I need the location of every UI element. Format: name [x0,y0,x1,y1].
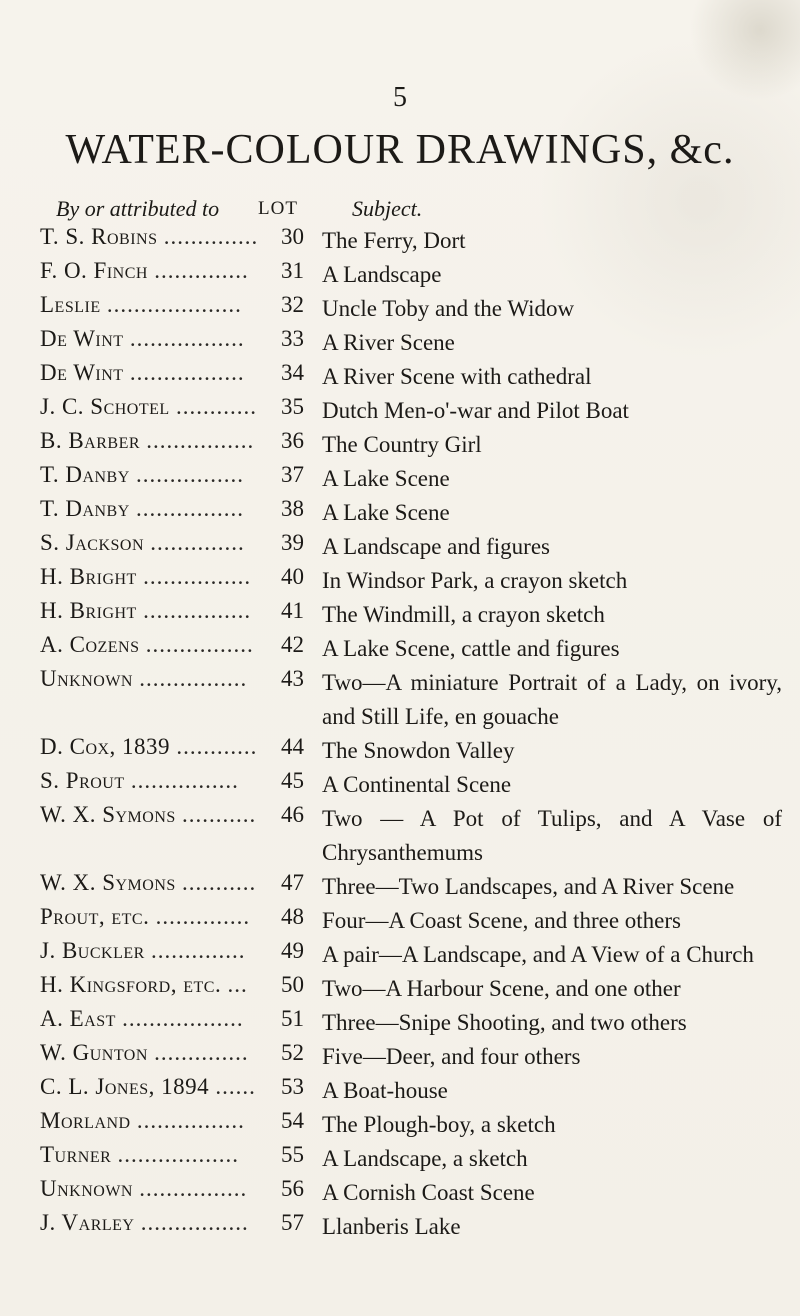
lot-number: 35 [281,394,304,419]
artist-name [40,666,268,692]
lot-number: 39 [281,530,304,555]
dot-leader: .............. [151,938,246,963]
dot-leader: .................... [106,292,242,317]
lot-row [0,562,800,596]
lot-number: 30 [281,224,304,249]
lot-row [0,460,800,494]
artist-name-text: T. Danby [40,496,130,521]
artist-name-text: F. O. Finch [40,258,148,283]
lot-subject: Three—Snipe Shooting, and two others [322,1010,687,1035]
lot-subject: Two—A miniature Portrait of a Lady, on ivory, and Still Life, en gouache [322,670,782,729]
lot-row [0,970,800,1004]
lot-subject: A Landscape and figures [322,534,551,559]
artist-name-text: A. East [40,1006,116,1031]
lot-subject: Four—A Coast Scene, and three others [322,908,681,933]
lot-row [0,766,800,800]
artist-name [40,530,268,556]
lot-number: 51 [281,1006,304,1031]
lot-row [0,358,800,392]
dot-leader: ................ [143,598,252,623]
lot-row [0,528,800,562]
artist-name-text: J. C. Schotel [40,394,170,419]
artist-name [40,428,268,454]
lot-subject: The Plough-boy, a sketch [322,1112,556,1137]
lot-subject: A Lake Scene [322,466,450,491]
lot-row [0,1174,800,1208]
lot-subject: The Snowdon Valley [322,738,515,763]
lot-subject: Three—Two Landscapes, and A River Scene [322,874,735,899]
dot-leader: ................ [139,1176,248,1201]
dot-leader: .............. [155,904,251,929]
dot-leader: ...... [215,1074,256,1099]
artist-name [40,1142,268,1168]
artist-name-text: W. X. Symons [40,802,176,827]
lot-number: 47 [281,870,304,895]
lot-row [0,596,800,630]
lot-number: 31 [281,258,304,283]
dot-leader: ................ [136,496,245,521]
artist-name [40,904,268,930]
dot-leader: ................ [143,564,252,589]
dot-leader: ............ [175,394,257,419]
lot-number: 32 [281,292,304,317]
lot-row [0,1140,800,1174]
artist-name-text: De Wint [40,326,124,351]
lot-row [0,1106,800,1140]
artist-name [40,496,268,522]
dot-leader: .............. [150,530,245,555]
lot-number: 53 [281,1074,304,1099]
lot-number: 42 [281,632,304,657]
dot-leader: ................ [146,428,255,453]
artist-name-text: W. Gunton [40,1040,148,1065]
lot-number: 52 [281,1040,304,1065]
page-number: 5 [393,82,407,113]
lot-subject: A Cornish Coast Scene [322,1180,535,1205]
lot-row [0,426,800,460]
dot-leader: .............. [154,258,249,283]
artist-name-text: H. Kingsford, etc. [40,972,222,997]
lot-number: 41 [281,598,304,623]
lot-subject: The Windmill, a crayon sketch [322,602,605,627]
dot-leader: ........... [182,870,257,895]
lot-subject: A Landscape, a sketch [322,1146,528,1171]
lot-subject: A Lake Scene [322,500,450,525]
lot-row [0,1038,800,1072]
lot-subject: A River Scene with cathedral [322,364,592,389]
lot-row [0,392,800,426]
artist-column-header: By or attributed to [56,196,220,221]
artist-name-text: S. Prout [40,768,125,793]
lot-subject: A pair—A Landscape, and A View of a Church [322,942,754,967]
artist-name-text: J. Varley [40,1210,135,1235]
artist-name [40,870,268,896]
artist-name [40,224,268,250]
lot-number: 54 [281,1108,304,1133]
artist-name [40,326,268,352]
dot-leader: ................ [136,462,245,487]
artist-name-text: Turner [40,1142,112,1167]
artist-name [40,972,268,998]
dot-leader: ................ [140,1210,249,1235]
artist-name [40,258,268,284]
lot-subject: Two—A Harbour Scene, and one other [322,976,681,1001]
artist-name-text: B. Barber [40,428,141,453]
lot-number: 46 [281,802,304,827]
artist-name [40,1210,268,1236]
artist-name-text: J. Buckler [40,938,145,963]
lot-list [0,222,800,1242]
lot-number: 33 [281,326,304,351]
lot-number: 40 [281,564,304,589]
lot-row [0,1072,800,1106]
lot-subject: Two — A Pot of Tulips, and A Vase of Chrysanthemums [322,806,782,865]
artist-name-text: S. Jackson [40,530,145,555]
artist-name [40,564,268,590]
lot-subject: The Country Girl [322,432,482,457]
artist-name [40,394,268,420]
artist-name-text: T. Danby [40,462,130,487]
subject-column-header: Subject. [352,196,423,221]
dot-leader: .................. [117,1142,240,1167]
lot-subject: The Ferry, Dort [322,228,466,253]
lot-row [0,494,800,528]
lot-subject: In Windsor Park, a crayon sketch [322,568,628,593]
artist-name [40,632,268,658]
lot-number: 36 [281,428,304,453]
dot-leader: .................. [122,1006,244,1031]
dot-leader: ................ [145,632,254,657]
lot-subject: A River Scene [322,330,455,355]
artist-name [40,360,268,386]
artist-name-text: De Wint [40,360,124,385]
lot-row [0,664,800,732]
artist-name [40,802,268,828]
lot-number: 38 [281,496,304,521]
lot-number: 57 [281,1210,304,1235]
artist-name-text: Prout, etc. [40,904,150,929]
lot-subject: Five—Deer, and four others [322,1044,581,1069]
column-headers [0,196,800,224]
artist-name-text: Morland [40,1108,131,1133]
artist-name-text: D. Cox, 1839 [40,734,171,759]
artist-name [40,598,268,624]
lot-number: 34 [281,360,304,385]
lot-row [0,256,800,290]
lot-row [0,902,800,936]
dot-leader: ... [227,972,248,997]
lot-row [0,732,800,766]
artist-name [40,1006,268,1032]
dot-leader: ................ [136,1108,245,1133]
artist-name [40,1108,268,1134]
lot-subject: Dutch Men-o'-war and Pilot Boat [322,398,629,423]
lot-subject: Llanberis Lake [322,1214,461,1239]
lot-row [0,290,800,324]
dot-leader: .............. [163,224,259,249]
artist-name-text: C. L. Jones, 1894 [40,1074,210,1099]
lot-column-header: LOT [258,198,298,219]
lot-row [0,324,800,358]
lot-subject: A Continental Scene [322,772,512,797]
lot-number: 43 [281,666,304,691]
artist-name [40,768,268,794]
lot-row [0,800,800,868]
dot-leader: .............. [154,1040,249,1065]
dot-leader: ............ [176,734,258,759]
lot-number: 49 [281,938,304,963]
artist-name [40,462,268,488]
lot-number: 55 [281,1142,304,1167]
artist-name-text: Unknown [40,1176,133,1201]
lot-subject: A Boat-house [322,1078,448,1103]
dot-leader: ................ [130,768,239,793]
lot-row [0,1208,800,1242]
lot-number: 50 [281,972,304,997]
lot-subject: A Landscape [322,262,442,287]
section-heading: WATER-COLOUR DRAWINGS, &c. [65,127,735,173]
artist-name-text: W. X. Symons [40,870,176,895]
lot-number: 56 [281,1176,304,1201]
lot-subject: Uncle Toby and the Widow [322,296,575,321]
lot-row [0,1004,800,1038]
artist-name-text: Unknown [40,666,133,691]
artist-name-text: A. Cozens [40,632,140,657]
dot-leader: ........... [182,802,257,827]
lot-subject: A Lake Scene, cattle and figures [322,636,620,661]
artist-name [40,734,268,760]
lot-number: 45 [281,768,304,793]
lot-number: 37 [281,462,304,487]
lot-row [0,868,800,902]
lot-row [0,222,800,256]
artist-name [40,938,268,964]
artist-name-text: H. Bright [40,598,137,623]
lot-number: 44 [281,734,304,759]
lot-number: 48 [281,904,304,929]
dot-leader: ................ [139,666,248,691]
artist-name [40,1040,268,1066]
dot-leader: ................. [129,360,245,385]
artist-name [40,1176,268,1202]
lot-row [0,630,800,664]
dot-leader: ................. [129,326,245,351]
artist-name-text: T. S. Robins [40,224,158,249]
artist-name [40,1074,268,1100]
artist-name-text: H. Bright [40,564,137,589]
lot-row [0,936,800,970]
artist-name-text: Leslie [40,292,101,317]
artist-name [40,292,268,318]
